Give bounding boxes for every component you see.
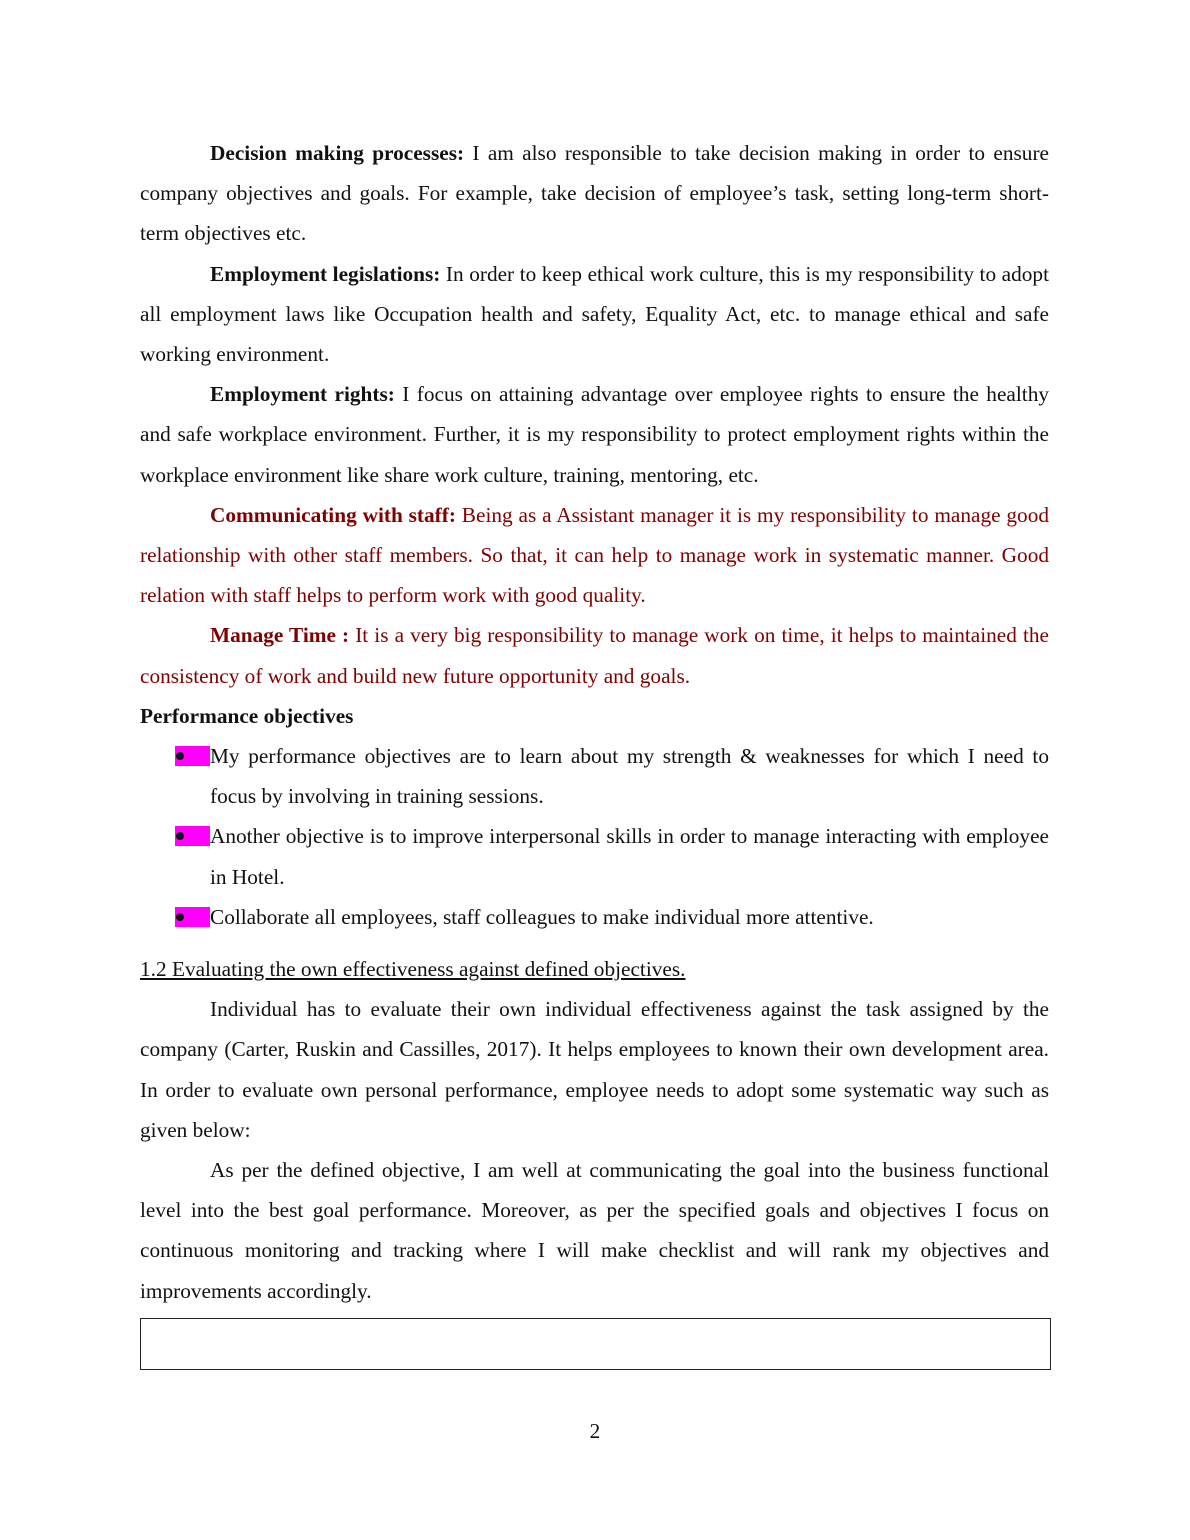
list-item-text: Another objective is to improve interpersonal skills in order to manage interacting with employee in Hotel. bbox=[210, 824, 1049, 889]
bullet-icon bbox=[175, 907, 210, 927]
section-paragraph: Individual has to evaluate their own individual effectiveness against the task assigned by the company (Carter, Ruskin and Cassilles, 2017). It helps employees to known their own development area. In order to evaluate own personal performance, employee needs to adopt some systematic way such as given below: bbox=[140, 997, 1049, 1142]
paragraph-employment-rights bbox=[140, 374, 1049, 495]
page-number: 2 bbox=[589, 1419, 601, 1443]
paragraph-text: In order to keep ethical work culture, this is my responsibility to adopt all employment laws like Occupation health and safety, Equality Act, etc. to manage ethical and safe working environment. bbox=[140, 261, 1049, 367]
bullet-icon bbox=[175, 826, 210, 846]
document-body bbox=[140, 133, 1049, 1311]
performance-objectives-heading: Performance objectives bbox=[140, 703, 354, 728]
paragraph-label: Employment legislations: bbox=[210, 261, 441, 286]
paragraph-label: Communicating with staff: bbox=[210, 502, 456, 527]
list-item-text: Collaborate all employees, staff colleagues to make individual more attentive. bbox=[210, 904, 874, 929]
paragraph-text: I focus on attaining advantage over employee rights to ensure the healthy and safe workplace environment. Further, it is my responsibility to protect employment rights within the workplace environment like share work culture, training, mentoring, etc. bbox=[140, 382, 1049, 487]
list-item bbox=[140, 816, 1049, 896]
list-item bbox=[140, 897, 1049, 937]
list-item bbox=[140, 736, 1049, 816]
paragraph-text: It is a very big responsibility to manage work on time, it helps to maintained the consistency of work and build new future opportunity and goals. bbox=[140, 623, 1050, 688]
bullet-icon bbox=[175, 746, 210, 766]
performance-objectives-list bbox=[140, 736, 1049, 937]
paragraph-decision-making bbox=[140, 133, 1049, 254]
paragraph-employment-legislations bbox=[140, 254, 1049, 375]
list-item-text: My performance objectives are to learn about my strength & weaknesses for which I need to focus by involving in training sessions. bbox=[210, 744, 1049, 809]
paragraph-label: Manage Time : bbox=[210, 623, 350, 648]
paragraph-label: Employment rights: bbox=[210, 382, 395, 407]
paragraph-text: Being as a Assistant manager it is my responsibility to manage good relationship with other staff members. So that, it can help to manage work in systematic manner. Good relation with staff helps to perform work with good quality. bbox=[140, 502, 1049, 608]
paragraph-label: Decision making processes: bbox=[210, 141, 465, 165]
section-paragraph: As per the defined objective, I am well at communicating the goal into the business functional level into the best goal performance. Moreover, as per the specified goals and objectives I focus on continuous monitoring and tracking where I will make checklist and will rank my objectives and improvements accordingly. bbox=[140, 1158, 1049, 1303]
paragraph-manage-time bbox=[140, 615, 1049, 695]
section-title: 1.2 Evaluating the own effectiveness against defined objectives. bbox=[140, 957, 686, 982]
paragraph-communicating-with-staff bbox=[140, 495, 1049, 616]
empty-text-box bbox=[140, 1318, 1051, 1370]
paragraph-text: I am also responsible to take decision making in order to ensure company objectives and goals. For example, take decision of employee’s task, setting long-term short-term objectives etc. bbox=[140, 141, 1049, 246]
